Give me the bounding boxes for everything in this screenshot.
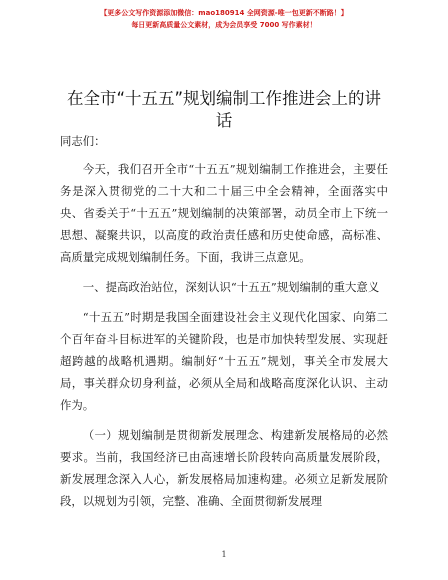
paragraph-intro: 今天，我们召开全市“十五五”规划编制工作推进会，主要任务是深入贯彻党的二十大和二十届三中全会精神，全面落实中央、省委关于“十五五”规划编制的决策部署，动员全市上下统一思想、凝聚共识，以高度的政治责任感和历史使命感，高标准、高质量完成规划编制任务。下面，我讲三点意见。 xyxy=(60,162,388,264)
document-title: 在全市“十五五”规划编制工作推进会上的讲话 xyxy=(66,89,382,130)
paragraph-section-1: “十五五”时期是我国全面建设社会主义现代化国家、向第二个百年奋斗目标进军的关键阶段，也是市加快转型发展、实现赶超跨越的战略机遇期。编制好“十五五”规划，事关全市发展大局，事关群众切身利益，必须从全局和战略高度深化认识、主动作为。 xyxy=(60,310,388,412)
section-heading-1: 一、提高政治站位，深刻认识“十五五”规划编制的重大意义 xyxy=(82,280,380,294)
promo-banner-line-2: 每日更新高质量公文素材，成为会员享受 7000 写作素材！ xyxy=(131,21,317,29)
salutation: 同志们： xyxy=(60,134,106,148)
document-body xyxy=(60,130,388,512)
page-number: 1 xyxy=(221,550,227,559)
paragraph-subsection-1: （一）规划编制是贯彻新发展理念、构建新发展格局的必然要求。当前，我国经济已由高速增长阶段转向高质量发展阶段，新发展理念深入人心，新发展格局加速构建。必须立足新发展阶段，以规划为引领，完整、准确、全面贯彻新发展理 xyxy=(60,428,388,508)
promo-banner-line-1: 【更多公文写作资源添加微信：mao180914 全网资源-唯一包更新不断路！】 xyxy=(100,9,348,17)
